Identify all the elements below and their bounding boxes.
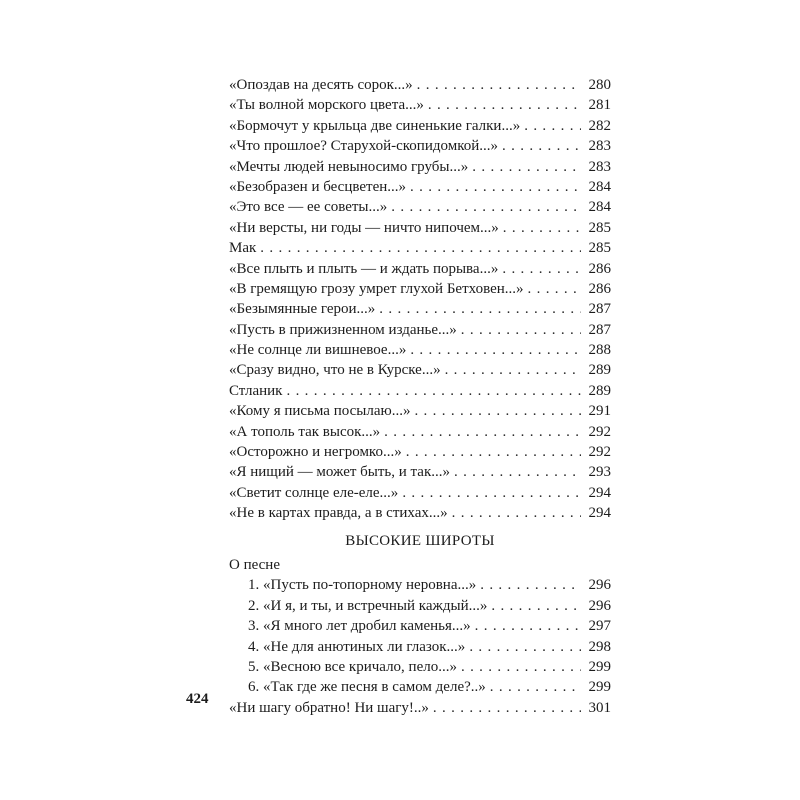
toc-entry bbox=[229, 360, 611, 380]
toc-entry bbox=[229, 422, 611, 442]
toc-entry bbox=[229, 320, 611, 340]
entry-title: Мак bbox=[229, 240, 257, 257]
entry-title: 3. «Я много лет дробил каменья...» bbox=[248, 618, 471, 635]
entry-page: 289 bbox=[588, 362, 611, 379]
entry-title: Стланик bbox=[229, 382, 283, 399]
entry-title: «Осторожно и негромко...» bbox=[229, 444, 402, 461]
dot-leader bbox=[410, 340, 581, 360]
dot-leader bbox=[472, 157, 581, 177]
toc-subentry bbox=[229, 657, 611, 677]
entry-page: 285 bbox=[588, 240, 611, 257]
entry-page: 296 bbox=[588, 577, 611, 594]
toc-entry bbox=[229, 503, 611, 523]
entry-title: «Бормочут у крыльца две синенькие галки...» bbox=[229, 117, 521, 134]
dot-leader bbox=[502, 259, 581, 279]
entry-title: 5. «Весною все кричало, пело...» bbox=[248, 658, 457, 675]
dot-leader bbox=[461, 657, 581, 677]
entry-page: 289 bbox=[588, 382, 611, 399]
toc-entry bbox=[229, 381, 611, 401]
entry-page: 294 bbox=[588, 484, 611, 501]
dot-leader bbox=[384, 422, 581, 442]
toc-entry bbox=[229, 116, 611, 136]
entry-page: 292 bbox=[588, 423, 611, 440]
entry-title: «Не солнце ли вишневое...» bbox=[229, 342, 407, 359]
entry-page: 297 bbox=[588, 618, 611, 635]
entry-title: «Кому я письма посылаю...» bbox=[229, 403, 411, 420]
toc-entry bbox=[229, 75, 611, 95]
toc-entry bbox=[229, 238, 611, 258]
dot-leader bbox=[433, 698, 581, 718]
entry-page: 282 bbox=[588, 117, 611, 134]
entry-title: 1. «Пусть по-топорному неровна...» bbox=[248, 577, 477, 594]
entry-title: «Что прошлое? Старухой-скопидомкой...» bbox=[229, 138, 499, 155]
entry-title: «Я нищий — может быть, и так...» bbox=[229, 464, 450, 481]
toc-entry bbox=[229, 462, 611, 482]
toc-entry bbox=[229, 136, 611, 156]
toc-subentry bbox=[229, 677, 611, 697]
toc-subentry bbox=[229, 596, 611, 616]
entry-page: 291 bbox=[588, 403, 611, 420]
dot-leader bbox=[480, 575, 581, 595]
dot-leader bbox=[414, 401, 581, 421]
toc-entry bbox=[229, 340, 611, 360]
dot-leader bbox=[528, 279, 582, 299]
dot-leader bbox=[379, 299, 581, 319]
entry-page: 298 bbox=[588, 638, 611, 655]
toc-subentry bbox=[229, 575, 611, 595]
dot-leader bbox=[428, 95, 581, 115]
toc-entry bbox=[229, 177, 611, 197]
dot-leader bbox=[406, 442, 581, 462]
dot-leader bbox=[286, 381, 581, 401]
dot-leader bbox=[491, 596, 581, 616]
entry-page: 286 bbox=[588, 280, 611, 297]
section-contents bbox=[229, 555, 611, 718]
entry-title: «Ни шагу обратно! Ни шагу!..» bbox=[229, 699, 429, 716]
entry-page: 301 bbox=[588, 699, 611, 716]
toc-entry bbox=[229, 401, 611, 421]
dot-leader bbox=[454, 462, 581, 482]
entry-title: 4. «Не для анютиных ли глазок...» bbox=[248, 638, 466, 655]
entry-page: 299 bbox=[588, 658, 611, 675]
toc-entry bbox=[229, 698, 611, 718]
toc-entry bbox=[229, 483, 611, 503]
entry-title: «Безымянные герои...» bbox=[229, 301, 376, 318]
dot-leader bbox=[260, 238, 581, 258]
dot-leader bbox=[461, 320, 581, 340]
group-title bbox=[229, 555, 611, 575]
dot-leader bbox=[445, 360, 581, 380]
group-title-text: О песне bbox=[229, 557, 280, 573]
entry-page: 281 bbox=[588, 97, 611, 114]
table-of-contents bbox=[229, 75, 611, 524]
toc-entry bbox=[229, 299, 611, 319]
dot-leader bbox=[391, 197, 581, 217]
entry-page: 296 bbox=[588, 597, 611, 614]
entry-page: 280 bbox=[588, 77, 611, 93]
dot-leader bbox=[469, 637, 581, 657]
entry-page: 283 bbox=[588, 138, 611, 155]
dot-leader bbox=[475, 616, 581, 636]
entry-page: 288 bbox=[588, 342, 611, 359]
toc-entry bbox=[229, 197, 611, 217]
toc-entry bbox=[229, 259, 611, 279]
toc-entry bbox=[229, 442, 611, 462]
toc-entry bbox=[229, 279, 611, 299]
entry-title: «А тополь так высок...» bbox=[229, 423, 381, 440]
toc-subentry bbox=[229, 637, 611, 657]
entry-page: 299 bbox=[588, 679, 611, 696]
dot-leader bbox=[502, 136, 581, 156]
entry-page: 286 bbox=[588, 260, 611, 277]
entry-page: 293 bbox=[588, 464, 611, 481]
dot-leader bbox=[402, 483, 581, 503]
entry-page: 283 bbox=[588, 158, 611, 175]
toc-entry bbox=[229, 218, 611, 238]
entry-title: «Светит солнце еле-еле...» bbox=[229, 484, 399, 501]
dot-leader bbox=[417, 75, 581, 95]
entry-title: «Пусть в прижизненном изданье...» bbox=[229, 321, 457, 338]
entry-page: 287 bbox=[588, 321, 611, 338]
section-heading: ВЫСОКИЕ ШИРОТЫ bbox=[345, 533, 495, 549]
entry-page: 285 bbox=[588, 219, 611, 236]
entry-title: «Опоздав на десять сорок...» bbox=[229, 77, 413, 93]
entry-title: «Все плыть и плыть — и ждать порыва...» bbox=[229, 260, 499, 277]
entry-page: 284 bbox=[588, 199, 611, 216]
dot-leader bbox=[490, 677, 581, 697]
toc-subentry bbox=[229, 616, 611, 636]
entry-title: 6. «Так где же песня в самом деле?..» bbox=[248, 679, 486, 696]
dot-leader bbox=[503, 218, 581, 238]
entry-title: «Не в картах правда, а в стихах...» bbox=[229, 505, 448, 522]
entry-title: «Безобразен и бесцветен...» bbox=[229, 178, 407, 195]
entry-page: 294 bbox=[588, 505, 611, 522]
entry-page: 284 bbox=[588, 178, 611, 195]
entry-page: 287 bbox=[588, 301, 611, 318]
entry-title: «Сразу видно, что не в Курске...» bbox=[229, 362, 441, 379]
dot-leader bbox=[452, 503, 581, 523]
dot-leader bbox=[410, 177, 581, 197]
entry-title: «Это все — ее советы...» bbox=[229, 199, 388, 216]
page-number: 424 bbox=[186, 691, 209, 707]
entry-title: «Ни версты, ни годы — ничто нипочем...» bbox=[229, 219, 499, 236]
dot-leader bbox=[524, 116, 581, 136]
entry-title: «Ты волной морского цвета...» bbox=[229, 97, 424, 114]
toc-entry bbox=[229, 157, 611, 177]
entry-title: 2. «И я, и ты, и встречный каждый...» bbox=[248, 597, 488, 614]
entry-title: «В гремящую грозу умрет глухой Бетховен...» bbox=[229, 280, 524, 297]
entry-title: «Мечты людей невыносимо грубы...» bbox=[229, 158, 469, 175]
toc-entry bbox=[229, 95, 611, 115]
entry-page: 292 bbox=[588, 444, 611, 461]
